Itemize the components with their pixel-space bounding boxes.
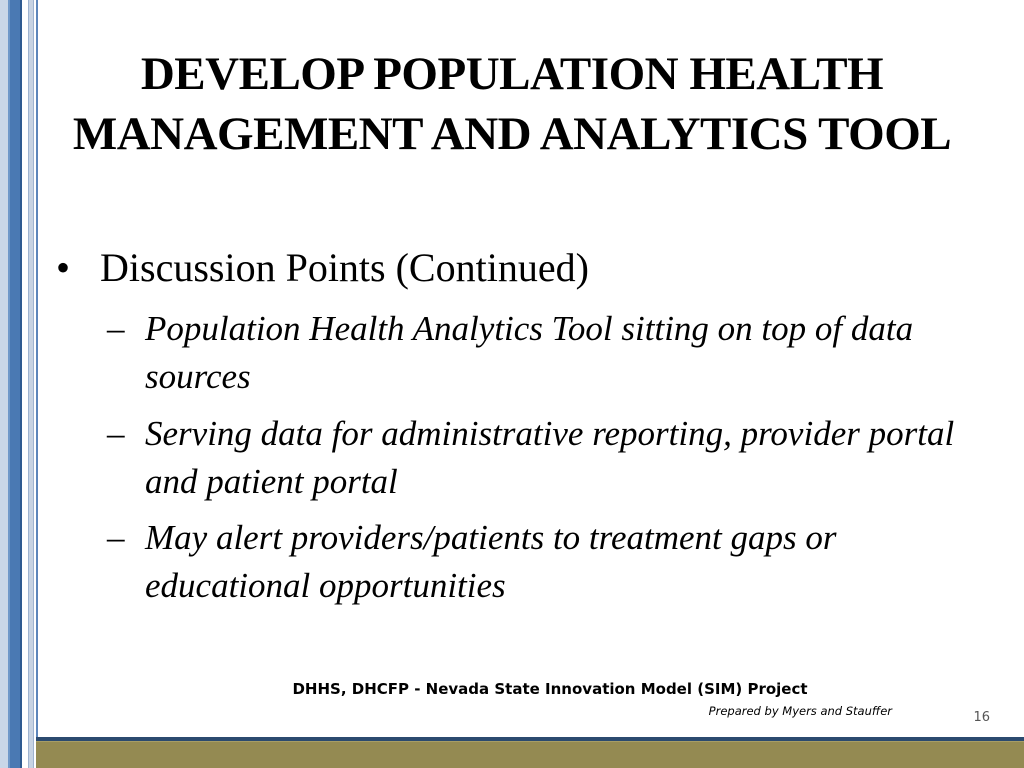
footer-project-name: DHHS, DHCFP - Nevada State Innovation Model (SIM) Project (292, 680, 808, 698)
sub-point-dash: – (107, 414, 125, 453)
slide-title: DEVELOP POPULATION HEALTH MANAGEMENT AND ANALYTICS TOOL (72, 48, 952, 160)
sub-point-text: May alert providers/patients to treatment gaps or educational opportunities (145, 518, 837, 605)
bullet-text: Discussion Points (Continued) (100, 245, 589, 290)
sub-point-text: Population Health Analytics Tool sitting on top of data sources (145, 309, 914, 396)
sub-point (107, 514, 977, 610)
sub-point-text: Serving data for administrative reporting, provider portal and patient portal (145, 414, 955, 501)
sub-point-dash: – (107, 309, 125, 348)
left-decorative-line (36, 0, 38, 738)
page-number: 16 (973, 710, 990, 725)
bullet-symbol: • (56, 245, 71, 290)
sub-point (107, 410, 977, 506)
bottom-decorative-band-olive (36, 741, 1024, 768)
bullet-item (56, 242, 589, 294)
left-decorative-bar-blue (8, 0, 22, 768)
left-decorative-bar-outer (0, 0, 8, 768)
left-decorative-bar-thin (28, 0, 34, 768)
sub-point-dash: – (107, 518, 125, 557)
sub-point (107, 305, 977, 401)
footer-prepared-by: Prepared by Myers and Stauffer (708, 704, 892, 718)
